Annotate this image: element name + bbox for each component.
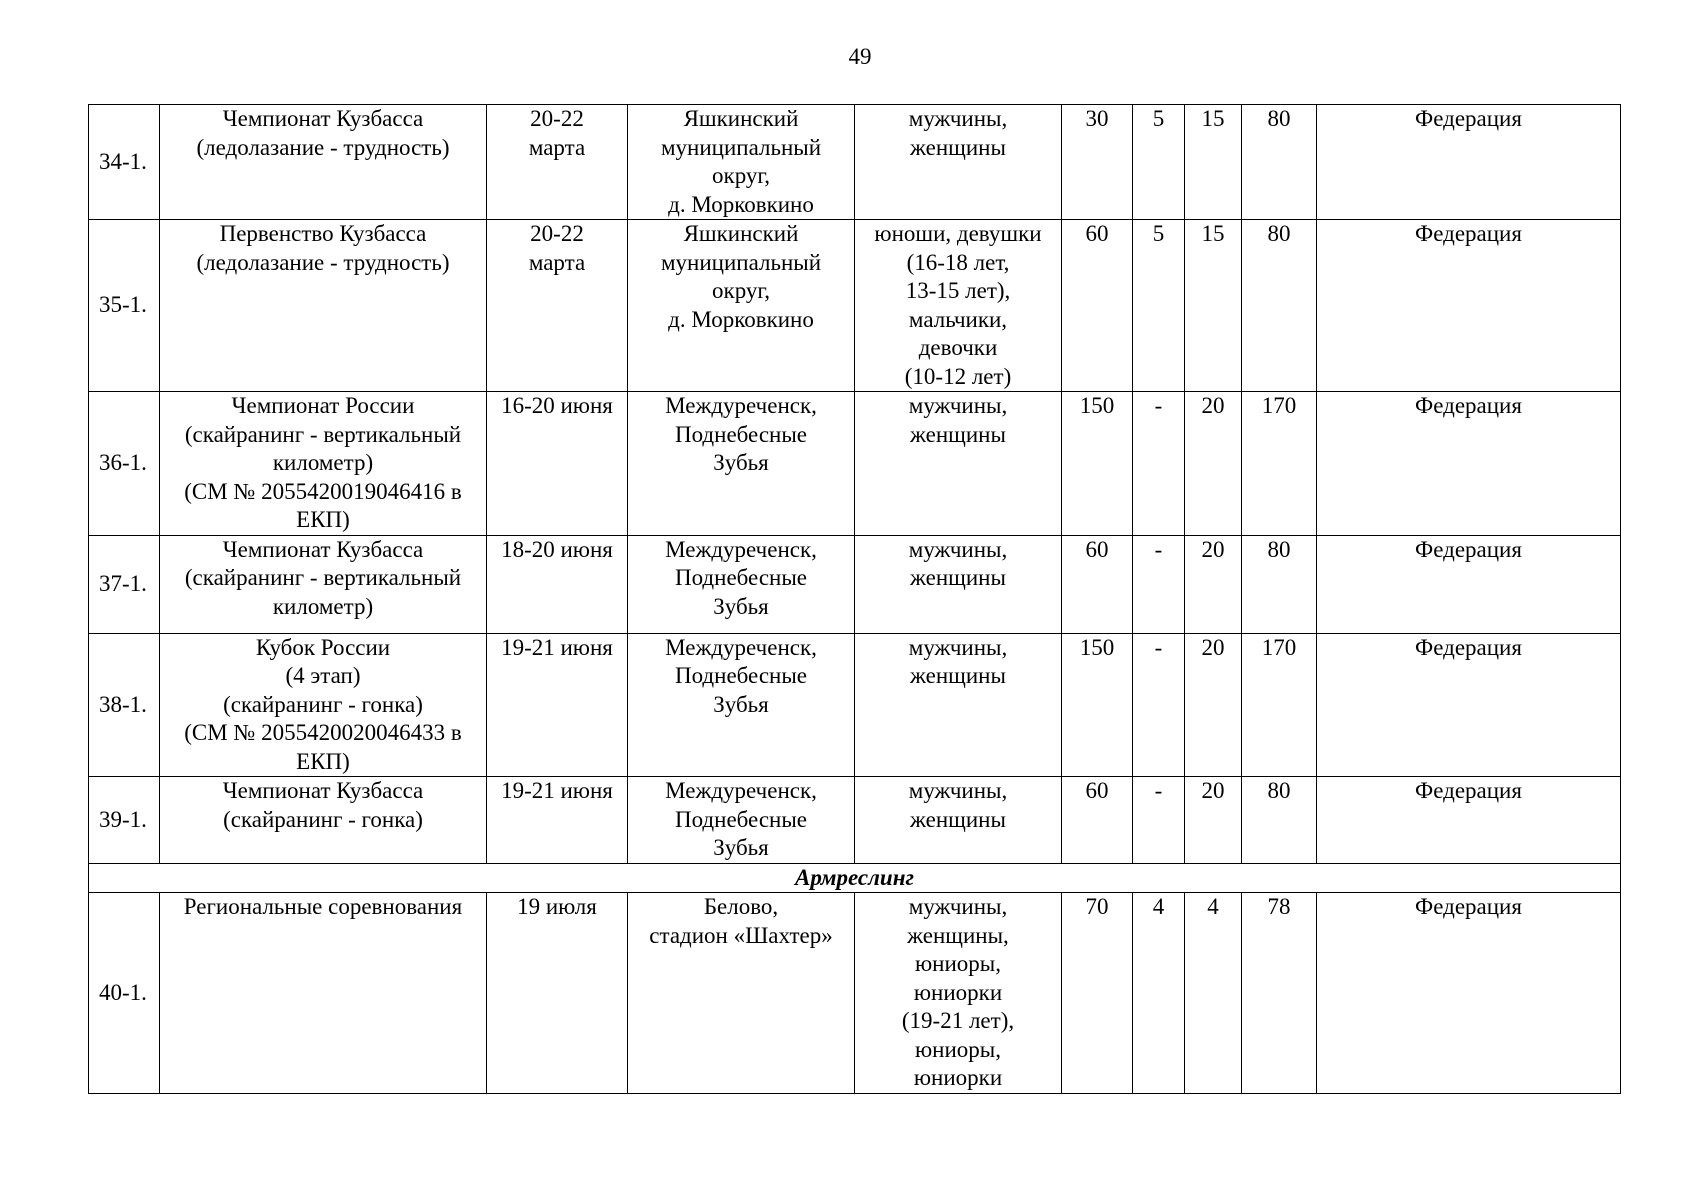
row-number: 34-1. — [89, 105, 160, 220]
count-column-2: - — [1133, 535, 1185, 633]
table-row — [89, 633, 1621, 777]
count-total: 80 — [1242, 777, 1317, 864]
row-number: 40-1. — [89, 893, 160, 1094]
event-name: Чемпионат Кузбасса (скайранинг - гонка) — [160, 777, 487, 864]
event-venue: Междуреченск, Поднебесные Зубья — [628, 535, 855, 633]
event-organizer: Федерация — [1317, 392, 1621, 536]
event-participants: мужчины, женщины, юниоры, юниорки (19-21 лет), юниоры, юниорки — [855, 893, 1062, 1094]
event-venue: Междуреченск, Поднебесные Зубья — [628, 633, 855, 777]
event-dates: 19-21 июня — [487, 777, 628, 864]
count-total: 170 — [1242, 392, 1317, 536]
count-column-2: - — [1133, 392, 1185, 536]
table-row — [89, 535, 1621, 633]
count-column-2: - — [1133, 633, 1185, 777]
table-row — [89, 893, 1621, 1094]
event-participants: мужчины, женщины — [855, 105, 1062, 220]
count-column-1: 60 — [1062, 220, 1133, 392]
event-venue: Яшкинский муниципальный округ, д. Морковкино — [628, 105, 855, 220]
event-dates: 19-21 июня — [487, 633, 628, 777]
event-name: Чемпионат Кузбасса (ледолазание - трудность) — [160, 105, 487, 220]
section-row — [89, 863, 1621, 893]
event-dates: 20-22 марта — [487, 105, 628, 220]
event-organizer: Федерация — [1317, 105, 1621, 220]
count-column-1: 60 — [1062, 535, 1133, 633]
count-column-1: 70 — [1062, 893, 1133, 1094]
row-number: 39-1. — [89, 777, 160, 864]
event-participants: мужчины, женщины — [855, 535, 1062, 633]
count-column-2: 5 — [1133, 220, 1185, 392]
table-row — [89, 777, 1621, 864]
table-row — [89, 220, 1621, 392]
count-total: 80 — [1242, 535, 1317, 633]
count-column-2: - — [1133, 777, 1185, 864]
count-column-3: 15 — [1185, 105, 1242, 220]
event-dates: 20-22 марта — [487, 220, 628, 392]
table-row — [89, 105, 1621, 220]
count-column-3: 20 — [1185, 633, 1242, 777]
count-total: 78 — [1242, 893, 1317, 1094]
event-organizer: Федерация — [1317, 777, 1621, 864]
event-dates: 19 июля — [487, 893, 628, 1094]
count-column-3: 20 — [1185, 392, 1242, 536]
count-column-2: 5 — [1133, 105, 1185, 220]
row-number: 35-1. — [89, 220, 160, 392]
event-name: Чемпионат Кузбасса (скайранинг - вертикальный километр) — [160, 535, 487, 633]
count-total: 170 — [1242, 633, 1317, 777]
row-number: 38-1. — [89, 633, 160, 777]
count-column-1: 30 — [1062, 105, 1133, 220]
event-venue: Белово, стадион «Шахтер» — [628, 893, 855, 1094]
event-organizer: Федерация — [1317, 893, 1621, 1094]
event-participants: юноши, девушки (16-18 лет, 13-15 лет), мальчики, девочки (10-12 лет) — [855, 220, 1062, 392]
event-participants: мужчины, женщины — [855, 777, 1062, 864]
event-participants: мужчины, женщины — [855, 392, 1062, 536]
event-name: Региональные соревнования — [160, 893, 487, 1094]
section-title: Армреслинг — [89, 863, 1621, 893]
count-column-1: 150 — [1062, 633, 1133, 777]
event-organizer: Федерация — [1317, 535, 1621, 633]
event-name: Кубок России (4 этап) (скайранинг - гонка) (СМ № 2055420020046433 в ЕКП) — [160, 633, 487, 777]
page-number: 49 — [848, 44, 872, 69]
count-column-2: 4 — [1133, 893, 1185, 1094]
events-table — [88, 104, 1621, 1094]
event-dates: 18-20 июня — [487, 535, 628, 633]
count-total: 80 — [1242, 105, 1317, 220]
event-participants: мужчины, женщины — [855, 633, 1062, 777]
row-number: 36-1. — [89, 392, 160, 536]
event-organizer: Федерация — [1317, 633, 1621, 777]
count-column-1: 150 — [1062, 392, 1133, 536]
count-column-3: 20 — [1185, 777, 1242, 864]
event-name: Чемпионат России (скайранинг - вертикальный километр) (СМ № 2055420019046416 в ЕКП) — [160, 392, 487, 536]
event-organizer: Федерация — [1317, 220, 1621, 392]
table-row — [89, 392, 1621, 536]
count-column-1: 60 — [1062, 777, 1133, 864]
event-dates: 16-20 июня — [487, 392, 628, 536]
event-venue: Яшкинский муниципальный округ, д. Морковкино — [628, 220, 855, 392]
count-column-3: 20 — [1185, 535, 1242, 633]
count-column-3: 4 — [1185, 893, 1242, 1094]
event-venue: Междуреченск, Поднебесные Зубья — [628, 392, 855, 536]
event-name: Первенство Кузбасса (ледолазание - трудность) — [160, 220, 487, 392]
row-number: 37-1. — [89, 535, 160, 633]
count-total: 80 — [1242, 220, 1317, 392]
count-column-3: 15 — [1185, 220, 1242, 392]
event-venue: Междуреченск, Поднебесные Зубья — [628, 777, 855, 864]
